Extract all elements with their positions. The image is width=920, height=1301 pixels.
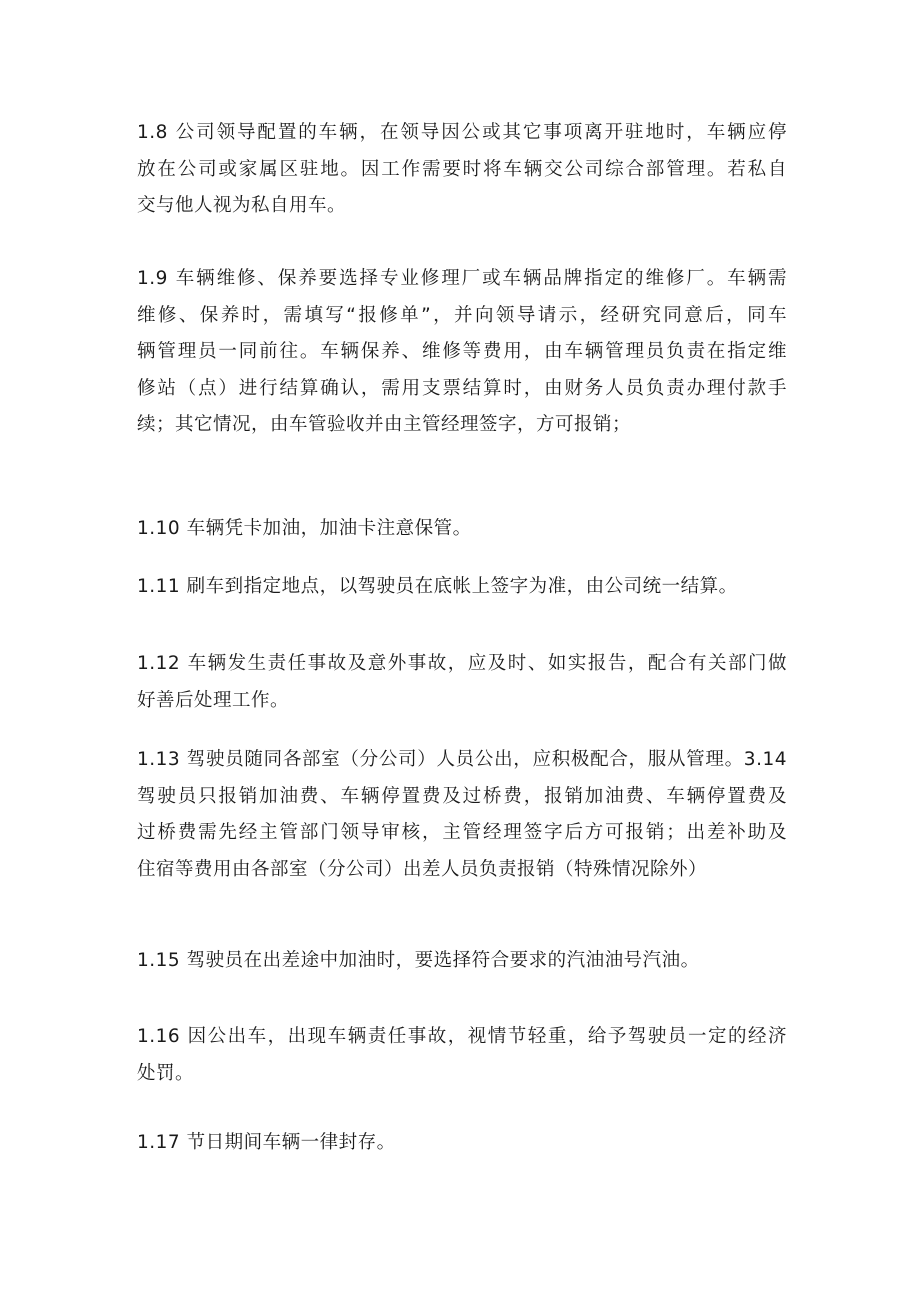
paragraph-line: 驾驶员只报销加油费、车辆停置费及过桥费，报销加油费、车辆停置费及	[137, 785, 787, 807]
paragraph-1-15	[137, 943, 787, 980]
paragraph-line: 好善后处理工作。	[137, 689, 290, 711]
paragraph-line: 1.13 驾驶员随同各部室（分公司）人员公出，应积极配合，服从管理。3.14	[137, 749, 787, 770]
paragraph-1-17	[137, 1125, 787, 1162]
paragraph-line: 1.17 节日期间车辆一律封存。	[137, 1132, 396, 1153]
paragraph-1-13	[137, 742, 787, 888]
paragraph-line: 1.16 因公出车，出现车辆责任事故，视情节轻重，给予驾驶员一定的经济	[137, 1026, 787, 1047]
paragraph-line: 住宿等费用由各部室（分公司）出差人员负责报销（特殊情况除外）	[137, 858, 708, 880]
paragraph-line: 1.8 公司领导配置的车辆，在领导因公或其它事项离开驻地时，车辆应停	[137, 122, 787, 143]
paragraph-line: 处罚。	[137, 1062, 195, 1084]
paragraph-line: 1.11 刷车到指定地点，以驾驶员在底帐上签字为准，由公司统一结算。	[137, 576, 738, 597]
paragraph-1-16	[137, 1019, 787, 1092]
paragraph-line: 修站（点）进行结算确认，需用支票结算时，由财务人员负责办理付款手	[137, 377, 787, 399]
paragraph-line: 1.12 车辆发生责任事故及意外事故，应及时、如实报告，配合有关部门做	[137, 653, 787, 674]
paragraph-1-9	[137, 261, 787, 444]
paragraph-line: 1.10 车辆凭卡加油，加油卡注意保管。	[137, 518, 472, 539]
paragraph-1-8	[137, 115, 787, 225]
paragraph-line: 维修、保养时，需填写“报修单”，并向领导请示，经研究同意后，同车	[137, 304, 787, 326]
paragraph-line: 辆管理员一同前往。车辆保养、维修等费用，由车辆管理员负责在指定维	[137, 341, 787, 362]
paragraph-1-10	[137, 511, 787, 548]
paragraph-line: 1.15 驾驶员在出差途中加油时，要选择符合要求的汽油油号汽油。	[137, 950, 700, 971]
paragraph-line: 放在公司或家属区驻地。因工作需要时将车辆交公司综合部管理。若私自	[137, 158, 787, 180]
paragraph-line: 过桥费需先经主管部门领导审核，主管经理签字后方可报销；出差补助及	[137, 822, 787, 843]
paragraph-1-11	[137, 569, 787, 606]
paragraph-1-12	[137, 646, 787, 719]
paragraph-line: 1.9 车辆维修、保养要选择专业修理厂或车辆品牌指定的维修厂。车辆需	[137, 268, 787, 289]
paragraph-line: 续；其它情况，由车管验收并由主管经理签字，方可报销；	[137, 414, 632, 435]
paragraph-line: 交与他人视为私自用车。	[137, 195, 347, 216]
